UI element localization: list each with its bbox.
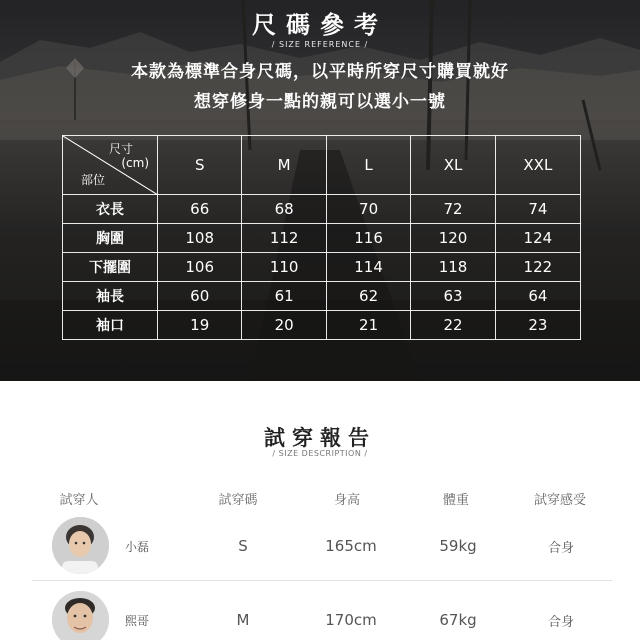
size-value: 62 — [326, 282, 410, 311]
tester-weight: 59kg — [439, 537, 477, 555]
size-value: 22 — [411, 311, 495, 340]
header-unit-label: (cm) — [121, 156, 149, 170]
avatar — [52, 517, 109, 574]
size-value: 74 — [495, 195, 580, 224]
size-value: 70 — [326, 195, 410, 224]
header-person: 試穿人 — [59, 493, 99, 508]
size-value: 19 — [158, 311, 242, 340]
size-col-header: S — [158, 136, 242, 195]
tester-name: 熙哥 — [125, 614, 150, 628]
size-value: 63 — [411, 282, 495, 311]
size-value: 64 — [495, 282, 580, 311]
size-col-header: M — [242, 136, 326, 195]
size-col-header: XXL — [495, 136, 580, 195]
size-value: 120 — [411, 224, 495, 253]
size-chart-table — [62, 135, 581, 340]
fit-report-row — [0, 516, 640, 576]
size-row — [63, 311, 581, 340]
size-value: 110 — [242, 253, 326, 282]
tester-height: 165cm — [325, 537, 377, 555]
fit-report-subtitle: / SIZE DESCRIPTION / — [272, 449, 368, 458]
size-advice-line-1: 本款為標準合身尺碼，以平時所穿尺寸購買就好 — [131, 62, 509, 82]
row-divider — [32, 580, 612, 581]
header-size: 試穿碼 — [218, 493, 258, 508]
size-reference-title: 尺碼參考 — [252, 11, 388, 39]
tester-size: S — [238, 537, 248, 555]
avatar — [52, 591, 109, 640]
fit-report-header-row — [0, 489, 640, 508]
size-value: 118 — [411, 253, 495, 282]
size-value: 60 — [158, 282, 242, 311]
size-value: 61 — [242, 282, 326, 311]
size-value: 20 — [242, 311, 326, 340]
size-row — [63, 195, 581, 224]
size-row — [63, 224, 581, 253]
header-weight: 體重 — [442, 493, 470, 508]
size-value: 124 — [495, 224, 580, 253]
size-col-header: L — [326, 136, 410, 195]
size-header-row — [63, 136, 581, 195]
size-reference-subtitle: / SIZE REFERENCE / — [271, 40, 369, 49]
tester-feel: 合身 — [547, 541, 575, 556]
tester-feel: 合身 — [547, 615, 575, 630]
header-feel: 試穿感受 — [533, 493, 587, 508]
tester-height: 170cm — [325, 611, 377, 629]
size-value: 116 — [326, 224, 410, 253]
size-value: 23 — [495, 311, 580, 340]
size-value: 66 — [158, 195, 242, 224]
size-value: 68 — [242, 195, 326, 224]
tester-name: 小磊 — [125, 540, 150, 554]
header-height: 身高 — [333, 493, 361, 508]
size-header-corner — [63, 136, 158, 195]
row-label: 下擺圍 — [63, 253, 158, 282]
size-value: 72 — [411, 195, 495, 224]
fit-report-row — [0, 590, 640, 640]
row-label: 袖長 — [63, 282, 158, 311]
size-row — [63, 282, 581, 311]
size-value: 112 — [242, 224, 326, 253]
size-value: 108 — [158, 224, 242, 253]
size-advice-line-2: 想穿修身一點的親可以選小一號 — [194, 92, 446, 112]
row-label: 袖口 — [63, 311, 158, 340]
person-photo-icon — [52, 591, 109, 640]
size-value: 114 — [326, 253, 410, 282]
size-row — [63, 253, 581, 282]
person-photo-icon — [52, 517, 109, 574]
fit-report-title: 試穿報告 — [264, 426, 376, 450]
size-col-header: XL — [411, 136, 495, 195]
size-value: 122 — [495, 253, 580, 282]
row-label: 胸圍 — [63, 224, 158, 253]
tester-weight: 67kg — [439, 611, 477, 629]
size-value: 21 — [326, 311, 410, 340]
size-value: 106 — [158, 253, 242, 282]
header-part-label: 部位 — [81, 173, 106, 187]
row-label: 衣長 — [63, 195, 158, 224]
tester-size: M — [236, 611, 250, 629]
header-size-label: 尺寸 — [108, 142, 133, 156]
